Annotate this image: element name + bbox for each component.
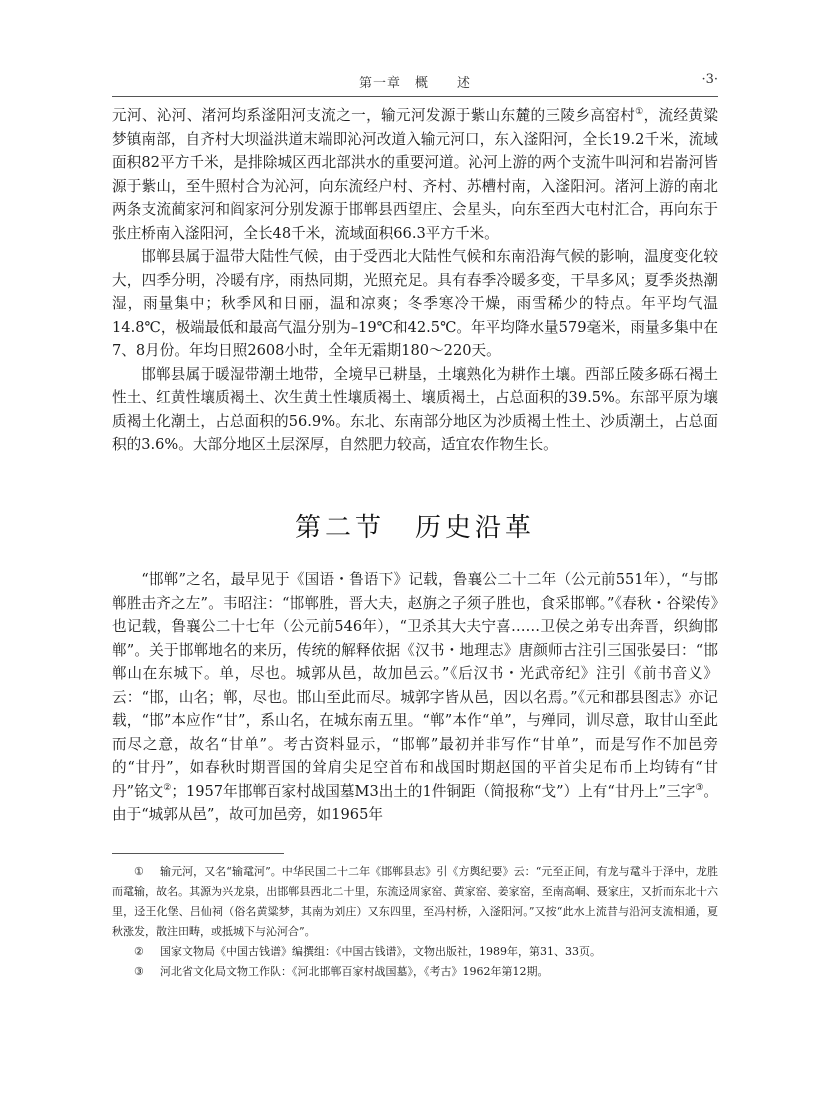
footnotes (112, 862, 718, 982)
running-header (112, 72, 718, 92)
footnote-mark: ① (134, 865, 144, 878)
section-title: 第二节 历史沿革 (294, 513, 535, 543)
body-text-history (112, 568, 718, 827)
footnote-rule (112, 853, 284, 854)
paragraph-soil: 邯郸县属于暖湿带潮土地带，全境早已耕垦，土壤熟化为耕作土壤。西部丘陵多砾石褐土性土、红黄性壤质褐土、次生黄土性壤质褐土、壤质褐土，占总面积的39.5%。东部平原为壤质褐土化潮土，占总面积的56.9%。东北、东南部分地区为沙质褐土性土、沙质潮土，占总面积的3.6%。大部分地区土层深厚，自然肥力较高，适宜农作物生长。 (112, 365, 718, 453)
footnote-text: 河北省文化局文物工作队：《河北邯郸百家村战国墓》，《考古》1962年第12期。 (160, 965, 549, 978)
footnote-text: 国家文物局《中国古钱谱》编撰组：《中国古钱谱》，文物出版社，1989年，第31、33页。 (160, 945, 601, 958)
footnote-mark: ③ (134, 965, 144, 978)
page-number: ·3· (701, 72, 718, 87)
paragraph-history: “邯郸”之名，最早见于《国语・鲁语下》记载，鲁襄公二十二年（公元前551年），“与邯郸胜击齐之左”。韦昭注：“邯郸胜，晋大夫，赵旃之子须子胜也，食采邯郸。”《春秋・谷梁传》也记载，鲁襄公二十七年（公元前546年），“卫杀其大夫宁喜……卫侯之弟专出奔晋，织絇邯郸”。关于邯郸地名的来历，传统的解释依据《汉书・地理志》唐颜师古注引三国张晏曰：“邯郸山在东城下。单，尽也。城郭从邑，故加邑云。”《后汉书・光武帝纪》注引《前书音义》云：“邯，山名；郸，尽也。邯山至此而尽。城郭字皆从邑，因以名焉。”《元和郡县图志》亦记载，“邯”本应作“甘”，系山名，在城东南五里。“郸”本作“单”，与殚同，训尽意，取甘山至此而尽之意，故名“甘单”。考古资料显示，“邯郸”最初并非写作“甘单”，而是写作不加邑旁的“甘丹”，如春秋时期晋国的耸肩尖足空首布和战国时期赵国的平首尖足布币上均铸有“甘丹”铭文②；1957年邯郸百家村战国墓M3出土的1件铜距（简报称“戈”）上有“甘丹上”三字③。由于“城郭从邑”，故可加邑旁，如1965年 (112, 571, 718, 823)
body-text-top (112, 104, 718, 457)
footnote-ref-3[interactable]: ③ (695, 782, 704, 793)
footnote-text: 输元河，又名“输鼋河”。中华民国二十二年《邯郸县志》引《方舆纪要》云：“元至正间，有龙与鼋斗于泽中，龙胜而鼋输，故名。其源为兴龙泉，出邯郸县西北二十里，东流迳周家窑、黄家窑、姜家窑，至南高峒、聂家庄，又折而东北十六里，迳王化堡、吕仙祠（俗名黄粱梦，其南为刘庄）又东四里，至冯村桥，入滏阳河。”又按“此水上流昔与沿河支流相通，夏秋涨发，散注田畴，或抵城下与沁河合”。 (112, 865, 718, 938)
footnote-item (112, 962, 718, 982)
footnote-mark: ② (134, 945, 144, 958)
paragraph-climate: 邯郸县属于温带大陆性气候，由于受西北大陆性气候和东南沿海气候的影响，温度变化较大，四季分明，冷暖有序，雨热同期，光照充足。具有春季冷暖多变，干旱多风；夏季炎热潮湿，雨量集中；秋季风和日丽，温和凉爽；冬季寒冷干燥，雨雪稀少的特点。年平均气温14.8℃，极端最低和最高气温分别为–19℃和42.5℃。年平均降水量579毫米，雨量多集中在7、8月份。年均日照2608小时，全年无霜期180～220天。 (112, 248, 718, 359)
footnote-ref-1[interactable]: ① (635, 107, 644, 118)
footnote-item (112, 942, 718, 962)
chapter-title: 第一章 概 述 (358, 76, 471, 91)
header-rule (112, 96, 718, 97)
paragraph-rivers: 元河、沁河、渚河均系滏阳河支流之一，输元河发源于紫山东麓的三陵乡高窑村①，流经黄粱梦镇南部，自齐村大坝溢洪道末端即沁河改道入输元河口，东入滏阳河，全长19.2千米，流域面积82平方千米，是排除城区西北部洪水的重要河道。沁河上游的两个支流牛叫河和岩嵛河皆源于紫山，至牛照村合为沁河，向东流经户村、齐村、苏槽村南，入滏阳河。渚河上游的南北两条支流蔺家河和阎家河分别发源于邯郸县西望庄、会星头，向东至西大屯村汇合，再向东于张庄桥南入滏阳河，全长48千米，流域面积66.3平方千米。 (112, 107, 718, 242)
footnote-item (112, 862, 718, 942)
footnote-ref-2[interactable]: ② (163, 782, 172, 793)
